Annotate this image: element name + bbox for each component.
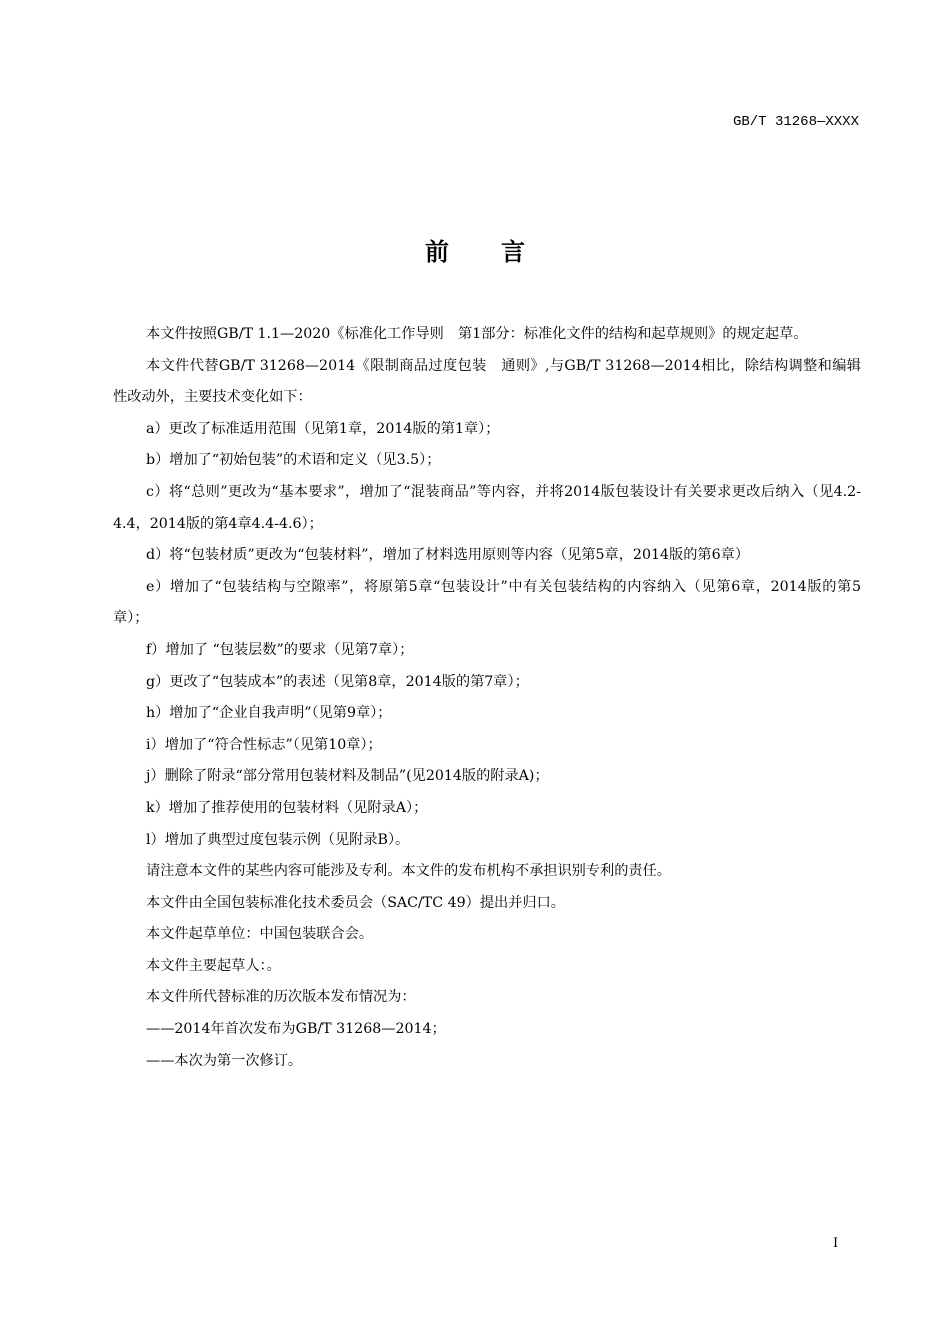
list-item-h: h）增加了“企业自我声明”（见第9章）； bbox=[146, 705, 392, 722]
paragraph-proposer: 本文件由全国包装标准化技术委员会（SAC/TC 49）提出并归口。 bbox=[146, 894, 565, 911]
list-item-c: c）将“总则”更改为“基本要求”，增加了“混装商品”等内容，并将2014版包装设计有关要求更改后纳入（见4.2-4.4，2014版的第4章4.4-4.6）； bbox=[113, 483, 861, 532]
paragraph-patent-notice: 请注意本文件的某些内容可能涉及专利。本文件的发布机构不承担识别专利的责任。 bbox=[146, 863, 671, 880]
paragraph-replacement-statement: 本文件代替GB/T 31268—2014《限制商品过度包装 通则》,与GB/T 31268—2014相比，除结构调整和编辑性改动外，主要技术变化如下： bbox=[113, 357, 861, 406]
page-number: I bbox=[833, 1236, 839, 1251]
list-item-d: d）将“包装材质”更改为“包装材料”，增加了材料选用原则等内容（见第5章，2014版的第6章） bbox=[146, 547, 750, 564]
list-item-k: k）增加了推荐使用的包装材料（见附录A）； bbox=[146, 799, 428, 816]
list-item-g: g）更改了“包装成本”的表述（见第8章，2014版的第7章）； bbox=[146, 673, 529, 690]
list-item-j: j）删除了附录“部分常用包装材料及制品”(见2014版的附录A)； bbox=[146, 768, 549, 785]
list-item-f: f）增加了 “包装层数”的要求（见第7章）； bbox=[146, 641, 414, 658]
list-item-a: a）更改了标准适用范围（见第1章，2014版的第1章）； bbox=[146, 420, 500, 437]
paragraph-version-history-intro: 本文件所代替标准的历次版本发布情况为： bbox=[146, 989, 416, 1006]
version-history-item: ——2014年首次发布为GB/T 31268—2014； bbox=[146, 1021, 446, 1038]
list-item-e: e）增加了“包装结构与空隙率”，将原第5章“包装设计”中有关包装结构的内容纳入（见第6章，2014版的第5章）； bbox=[113, 578, 861, 627]
version-history-item: ——本次为第一次修订。 bbox=[146, 1052, 303, 1069]
list-item-l: l）增加了典型过度包装示例（见附录B）。 bbox=[146, 831, 410, 848]
page-title: 前言 bbox=[425, 238, 577, 266]
paragraph-drafting-unit: 本文件起草单位：中国包装联合会。 bbox=[146, 926, 374, 943]
list-item-b: b）增加了“初始包装”的术语和定义（见3.5）； bbox=[146, 452, 441, 469]
paragraph-main-drafters: 本文件主要起草人：。 bbox=[146, 957, 281, 974]
list-item-i: i）增加了“符合性标志”（见第10章）； bbox=[146, 736, 382, 753]
document-body bbox=[113, 319, 861, 1077]
paragraph-drafting-basis: 本文件按照GB/T 1.1—2020《标准化工作导则 第1部分：标准化文件的结构和起草规则》的规定起草。 bbox=[146, 326, 808, 342]
standard-code: GB/T 31268—XXXX bbox=[732, 114, 859, 130]
